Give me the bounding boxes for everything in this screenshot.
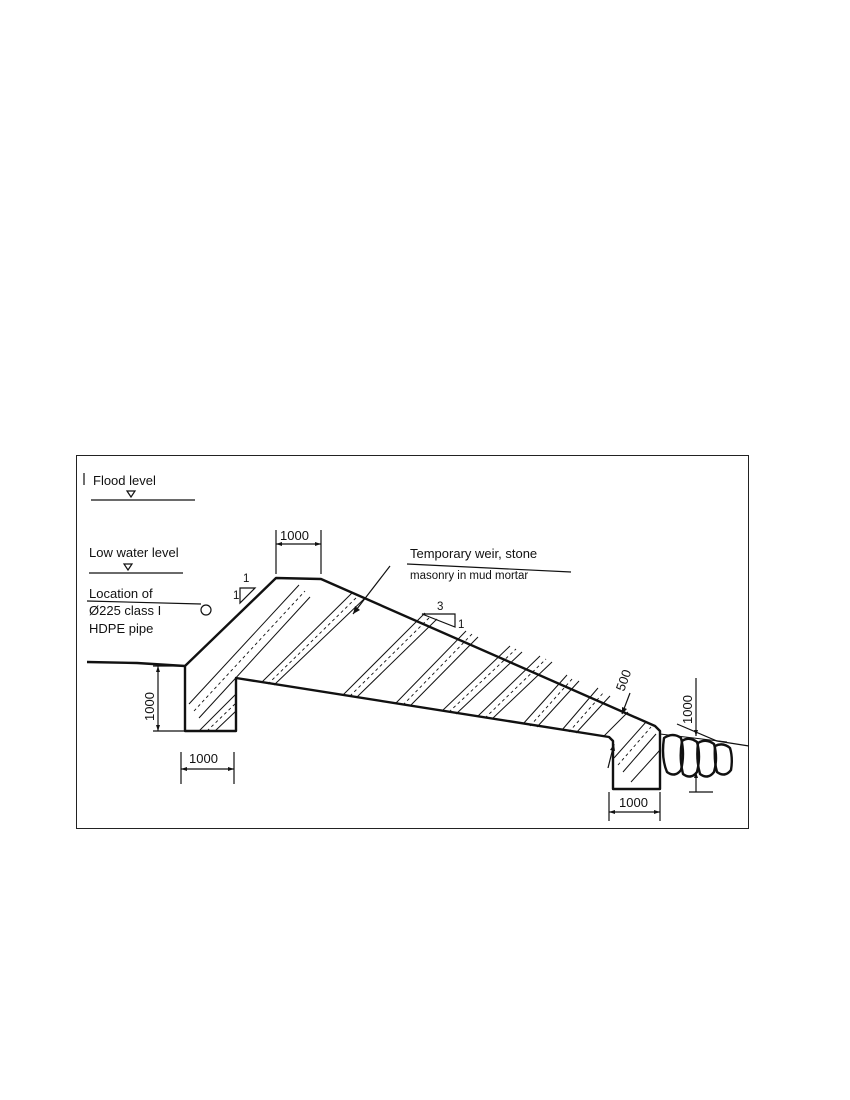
- weir-body-outline: [185, 578, 660, 789]
- figure-frame: [76, 455, 749, 829]
- low-water-level-marker-icon: [124, 564, 132, 570]
- left-depth-arrow-bottom-icon: [156, 725, 160, 731]
- crest-width-label: 1000: [280, 528, 309, 543]
- toe-dim-arrow-left-icon: [181, 767, 187, 771]
- weir-label-2: masonry in mud mortar: [410, 570, 529, 582]
- toe-dim-arrow-right-icon: [228, 767, 234, 771]
- downstream-thickness-label: 500: [612, 667, 635, 694]
- low-water-level-label: Low water level: [89, 545, 179, 560]
- upstream-depth-label: 1000: [142, 692, 157, 721]
- ds-toe-arrow-right-icon: [654, 810, 660, 814]
- pipe-symbol-icon: [201, 605, 211, 615]
- flood-level-marker-icon: [127, 491, 135, 497]
- riprap-stones: [660, 734, 732, 777]
- pipe-location-label-1: Location of: [89, 586, 153, 601]
- left-depth-arrow-top-icon: [156, 666, 160, 672]
- riprap-depth-label: 1000: [680, 695, 695, 724]
- downstream-slope-rise: 1: [458, 619, 465, 631]
- crest-dim-arrow-right-icon: [315, 542, 321, 546]
- ds-toe-arrow-left-icon: [609, 810, 615, 814]
- pipe-location-label-2: Ø225 class I: [89, 603, 162, 618]
- pipe-location-label-3: HDPE pipe: [89, 621, 154, 636]
- downstream-toe-width-label: 1000: [619, 795, 648, 810]
- flood-level-label: Flood level: [93, 473, 156, 488]
- weir-section-diagram: [77, 456, 750, 830]
- upstream-slope-run: 1: [233, 590, 240, 602]
- upstream-toe-width-label: 1000: [189, 751, 218, 766]
- downstream-slope-run: 3: [437, 601, 444, 613]
- upstream-slope-rise: 1: [243, 573, 250, 585]
- weir-label-1: Temporary weir, stone: [410, 546, 538, 561]
